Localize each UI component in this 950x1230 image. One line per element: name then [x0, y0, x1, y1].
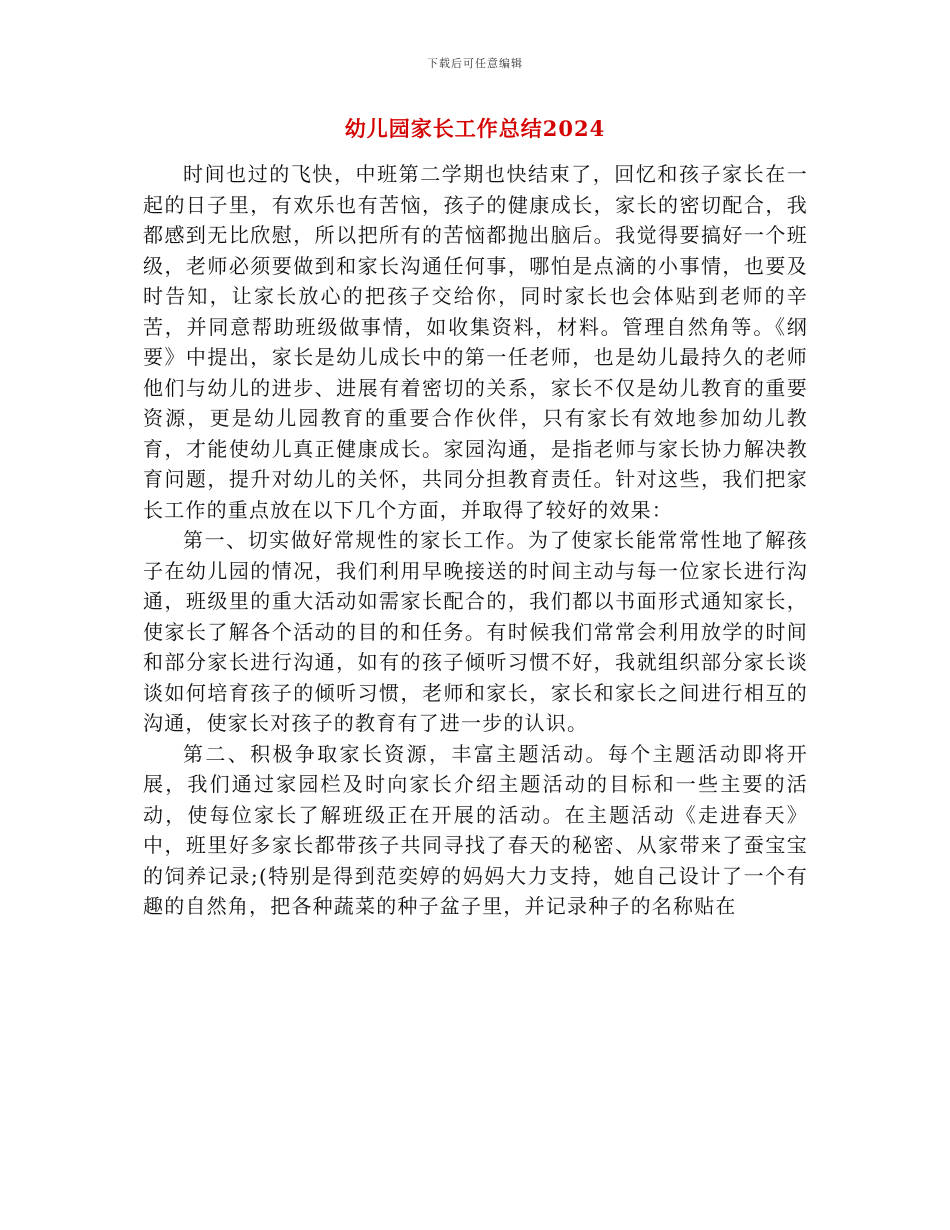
- paragraph-first-point: 第一、切实做好常规性的家长工作。为了使家长能常常性地了解孩子在幼儿园的情况，我们利用早晚接送的时间主动与每一位家长进行沟通，班级里的重大活动如需家长配合的，我们都以书面形式通知家长，使家长了解各个活动的目的和任务。有时候我们常常会利用放学的时间和部分家长进行沟通，如有的孩子倾听习惯不好，我就组织部分家长谈谈如何培育孩子的倾听习惯，老师和家长，家长和家长之间进行相互的沟通，使家长对孩子的教育有了进一步的认识。: [143, 528, 808, 735]
- paragraph-intro: 时间也过的飞快，中班第二学期也快结束了，回忆和孩子家长在一起的日子里，有欢乐也有苦恼，孩子的健康成长，家长的密切配合，我都感到无比欣慰，所以把所有的苦恼都抛出脑后。我觉得要搞好一个班级，老师必须要做到和家长沟通任何事，哪怕是点滴的小事情，也要及时告知，让家长放心的把孩子交给你，同时家长也会体贴到老师的辛苦，并同意帮助班级做事情，如收集资料，材料。管理自然角等。《纲要》中提出，家长是幼儿成长中的第一任老师，也是幼儿最持久的老师他们与幼儿的进步、进展有着密切的关系，家长不仅是幼儿教育的重要资源，更是幼儿园教育的重要合作伙伴，只有家长有效地参加幼儿教育，才能使幼儿真正健康成长。家园沟通，是指老师与家长协力解决教育问题，提升对幼儿的关怀，共同分担教育责任。针对这些，我们把家长工作的重点放在以下几个方面，并取得了较好的效果：: [143, 162, 808, 522]
- document-body: [143, 159, 808, 922]
- paragraph-second-point: 第二、积极争取家长资源，丰富主题活动。每个主题活动即将开展，我们通过家园栏及时向家长介绍主题活动的目标和一些主要的活动，使每位家长了解班级正在开展的活动。在主题活动《走进春天》中，班里好多家长都带孩子共同寻找了春天的秘密、从家带来了蚕宝宝的饲养记录;(特别是得到范奕婷的妈妈大力支持，她自己设计了一个有趣的自然角，把各种蔬菜的种子盆子里，并记录种子的名称贴在: [143, 741, 808, 918]
- document-title: 幼儿园家长工作总结2024: [344, 116, 606, 141]
- header-note: 下载后可任意编辑: [427, 57, 523, 70]
